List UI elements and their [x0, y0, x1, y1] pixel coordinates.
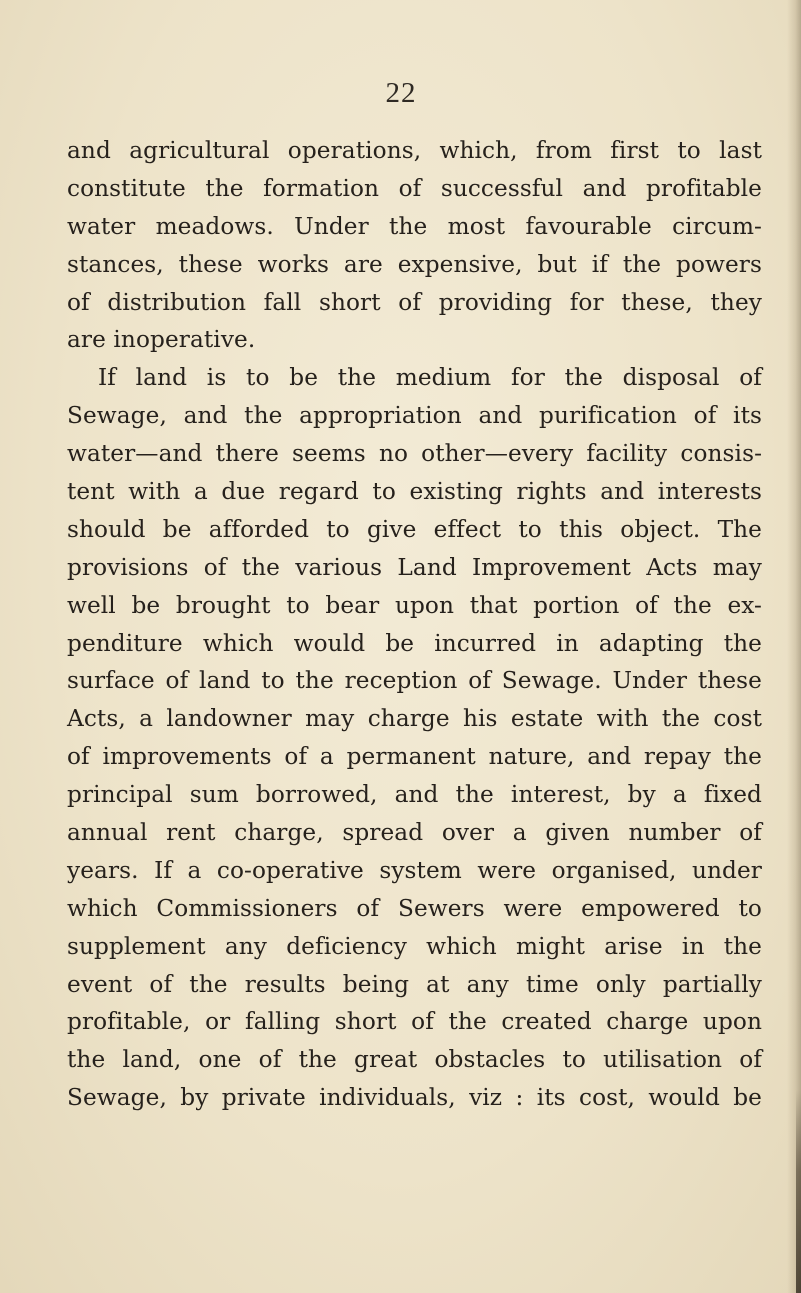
text-line: Acts, a landowner may charge his estate with the cost: [67, 705, 762, 733]
page-edge-binding: [796, 1090, 801, 1293]
text-line: If land is to be the medium for the disposal of: [98, 364, 762, 392]
text-line: profitable, or falling short of the created charge upon: [67, 1008, 762, 1036]
text-line: penditure which would be incurred in adapting the: [67, 629, 762, 657]
text-line: surface of land to the reception of Sewage. Under these: [67, 667, 762, 695]
text-line: event of the results being at any time only partially: [67, 970, 762, 998]
text-line: which Commissioners of Sewers were empowered to: [67, 894, 762, 922]
text-line: water meadows. Under the most favourable circum-: [67, 212, 762, 240]
body-text: [67, 132, 762, 1117]
page-number: 22: [385, 77, 417, 109]
text-line: supplement any deficiency which might arise in the: [67, 932, 762, 960]
text-line: well be brought to bear upon that portion of the ex-: [67, 591, 762, 619]
text-line: tent with a due regard to existing rights and interests: [67, 478, 762, 506]
text-line: of improvements of a permanent nature, and repay the: [67, 743, 762, 771]
text-line: should be afforded to give effect to this object. The: [67, 515, 762, 543]
text-line: Sewage, by private individuals, viz : its cost, would be: [67, 1084, 762, 1112]
text-line: and agricultural operations, which, from first to last: [67, 137, 762, 164]
text-line: annual rent charge, spread over a given number of: [67, 819, 762, 847]
text-line: constitute the formation of successful and profitable: [67, 174, 762, 202]
text-line: principal sum borrowed, and the interest, by a fixed: [67, 781, 762, 809]
text-line: the land, one of the great obstacles to utilisation of: [67, 1046, 762, 1074]
text-line: of distribution fall short of providing for these, they: [67, 288, 762, 316]
text-line: water—and there seems no other—every facility consis-: [67, 440, 762, 468]
text-line: are inoperative.: [67, 326, 256, 354]
text-line: stances, these works are expensive, but if the powers: [67, 250, 762, 278]
text-line: provisions of the various Land Improvement Acts may: [67, 553, 762, 581]
text-line: years. If a co-operative system were organised, under: [67, 856, 762, 884]
text-line: Sewage, and the appropriation and purification of its: [67, 402, 762, 430]
